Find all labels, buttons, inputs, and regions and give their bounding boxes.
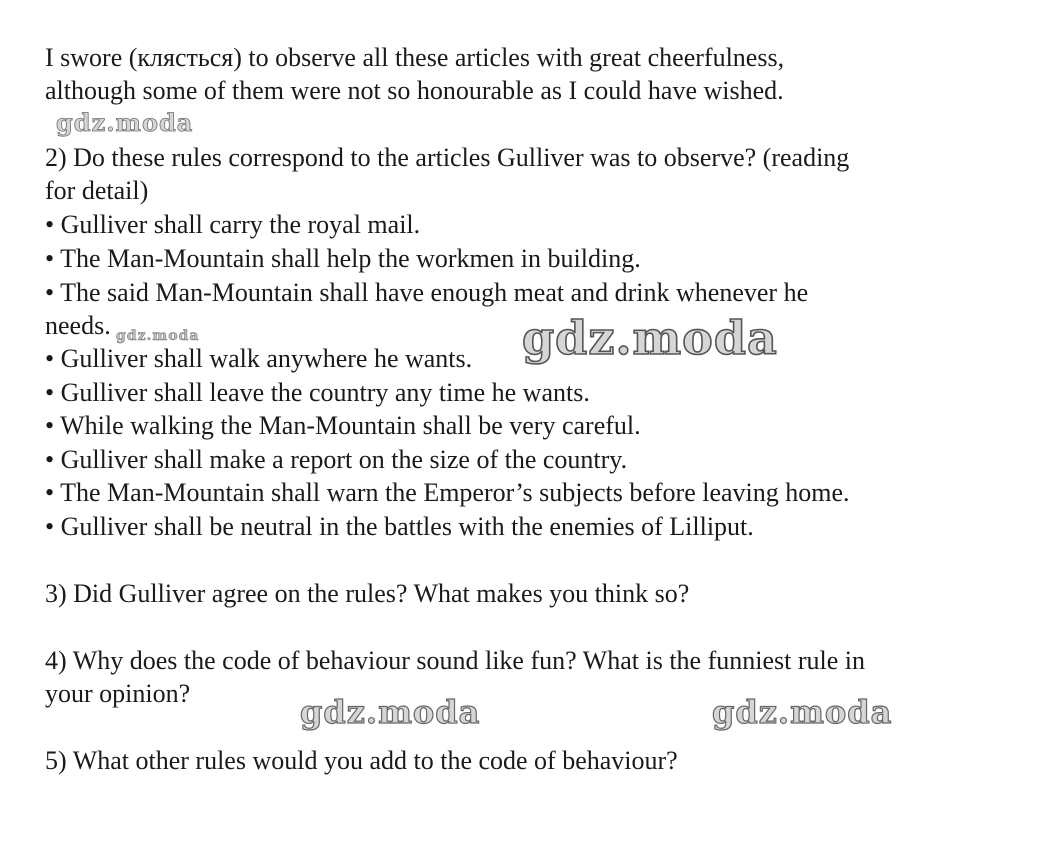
rule-item-continued: needs. bbox=[45, 311, 111, 340]
rule-item: • The said Man-Mountain shall have enough meat and drink whenever he bbox=[45, 278, 809, 307]
question-5: 5) What other rules would you add to the code of behaviour? bbox=[45, 746, 678, 775]
rule-item: • Gulliver shall make a report on the size of the country. bbox=[45, 445, 628, 474]
rule-item: • Gulliver shall walk anywhere he wants. bbox=[45, 344, 473, 373]
watermark-logo: gdz.moda bbox=[300, 693, 481, 731]
watermark-logo: gdz.moda bbox=[522, 311, 778, 365]
question-4-line-2: your opinion? bbox=[45, 679, 191, 708]
watermark-logo: gdz.moda bbox=[712, 693, 893, 731]
rule-item: • The Man-Mountain shall help the workmen in building. bbox=[45, 244, 641, 273]
rule-item: • While walking the Man-Mountain shall be very careful. bbox=[45, 411, 641, 440]
rule-item: • The Man-Mountain shall warn the Emperor’s subjects before leaving home. bbox=[45, 478, 850, 507]
watermark-logo: gdz.moda bbox=[116, 328, 200, 344]
question-4-line-1: 4) Why does the code of behaviour sound like fun? What is the funniest rule in bbox=[45, 646, 866, 675]
rule-item: • Gulliver shall carry the royal mail. bbox=[45, 210, 421, 239]
question-2-line-2: for detail) bbox=[45, 176, 149, 205]
watermark-logo: gdz.moda bbox=[56, 108, 194, 137]
intro-line-2: although some of them were not so honourable as I could have wished. bbox=[45, 76, 784, 105]
question-3: 3) Did Gulliver agree on the rules? What makes you think so? bbox=[45, 579, 690, 608]
question-2-line-1: 2) Do these rules correspond to the articles Gulliver was to observe? (reading bbox=[45, 143, 850, 172]
rule-item: • Gulliver shall be neutral in the battles with the enemies of Lilliput. bbox=[45, 512, 754, 541]
intro-line-1: I swore (клясться) to observe all these articles with great cheerfulness, bbox=[45, 43, 785, 72]
rule-item: • Gulliver shall leave the country any time he wants. bbox=[45, 378, 590, 407]
